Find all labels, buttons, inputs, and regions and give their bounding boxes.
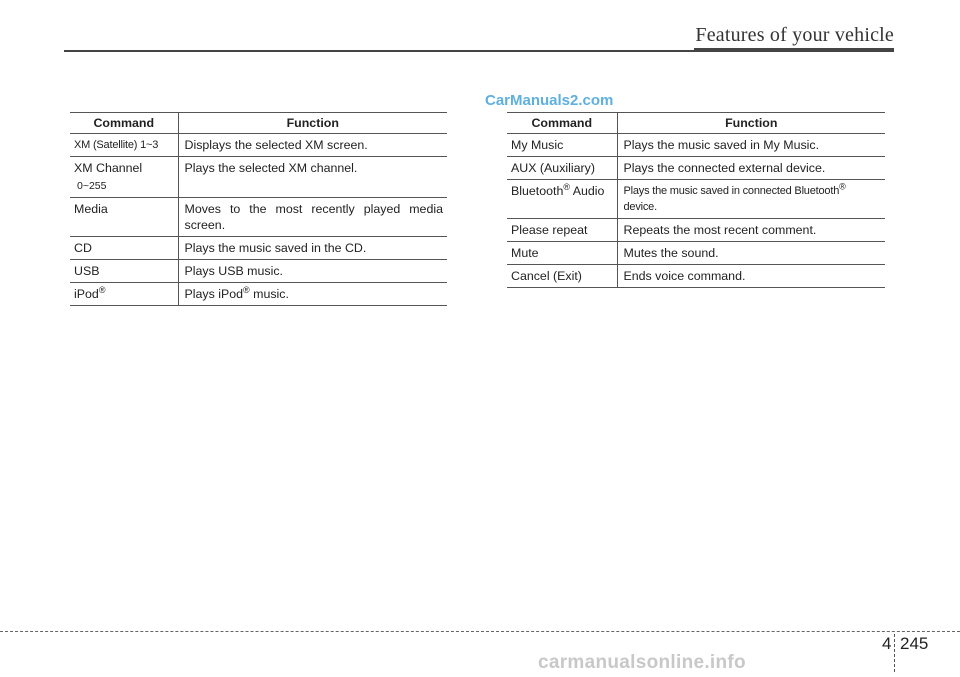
command-cell: Please repeat [507,219,617,242]
music-voice-command-table [507,112,885,288]
header-rule [64,50,894,52]
command-cell [70,157,178,198]
column-header-command: Command [507,113,617,134]
function-cell: Ends voice command. [617,265,885,288]
function-cell [178,283,447,306]
column-header-command: Command [70,113,178,134]
registered-mark: ® [243,284,250,295]
table-row [507,157,885,180]
command-cell: XM (Satellite) 1~3 [70,134,178,157]
command-cell: AUX (Auxiliary) [507,157,617,180]
command-text: Audio [570,184,605,198]
column-header-function: Function [617,113,885,134]
function-cell: Displays the selected XM screen. [178,134,447,157]
function-cell: Repeats the most recent comment. [617,219,885,242]
column-header-function: Function [178,113,447,134]
table-header-row [507,113,885,134]
command-cell: My Music [507,134,617,157]
table-row [507,242,885,265]
chapter-number: 4 [882,634,892,653]
registered-mark: ® [839,181,846,192]
function-cell: Moves to the most recently played media screen. [178,198,447,237]
footer-rule [0,631,960,632]
table-row [70,237,447,260]
function-cell [617,180,885,219]
command-cell [507,180,617,219]
table-row [507,219,885,242]
page-number-divider [894,634,895,672]
watermark-logo-top: CarManuals2.com [485,92,614,109]
table-row [70,134,447,157]
table-row [70,157,447,198]
command-subtext: 0~255 [77,180,107,192]
table-row [507,134,885,157]
function-text: music. [249,287,289,301]
xm-media-command-table [70,112,447,306]
registered-mark: ® [563,181,570,192]
table-row [507,265,885,288]
table-row [507,180,885,219]
table-row [70,260,447,283]
function-cell: Plays USB music. [178,260,447,283]
function-cell: Mutes the sound. [617,242,885,265]
command-text: iPod [74,287,99,301]
command-text: XM Channel [74,161,143,175]
command-cell: Mute [507,242,617,265]
function-cell: Plays the selected XM channel. [178,157,447,198]
command-cell: Media [70,198,178,237]
running-header-title: Features of your vehicle [695,24,894,46]
table-header-row [70,113,447,134]
command-text: Bluetooth [511,184,564,198]
function-cell: Plays the music saved in the CD. [178,237,447,260]
function-text: device. [623,201,657,213]
function-cell: Plays the music saved in My Music. [617,134,885,157]
watermark-site-bottom: carmanualsonline.info [538,652,746,673]
command-cell [70,283,178,306]
function-text: Plays iPod [184,287,244,301]
function-text: Plays the music saved in connected Bluetooth [623,185,840,197]
registered-mark: ® [98,284,106,295]
command-cell: CD [70,237,178,260]
command-cell: USB [70,260,178,283]
page-number: 245 [900,634,929,653]
function-cell: Plays the connected external device. [617,157,885,180]
table-row [70,198,447,237]
command-cell: Cancel (Exit) [507,265,617,288]
table-row [70,283,447,306]
